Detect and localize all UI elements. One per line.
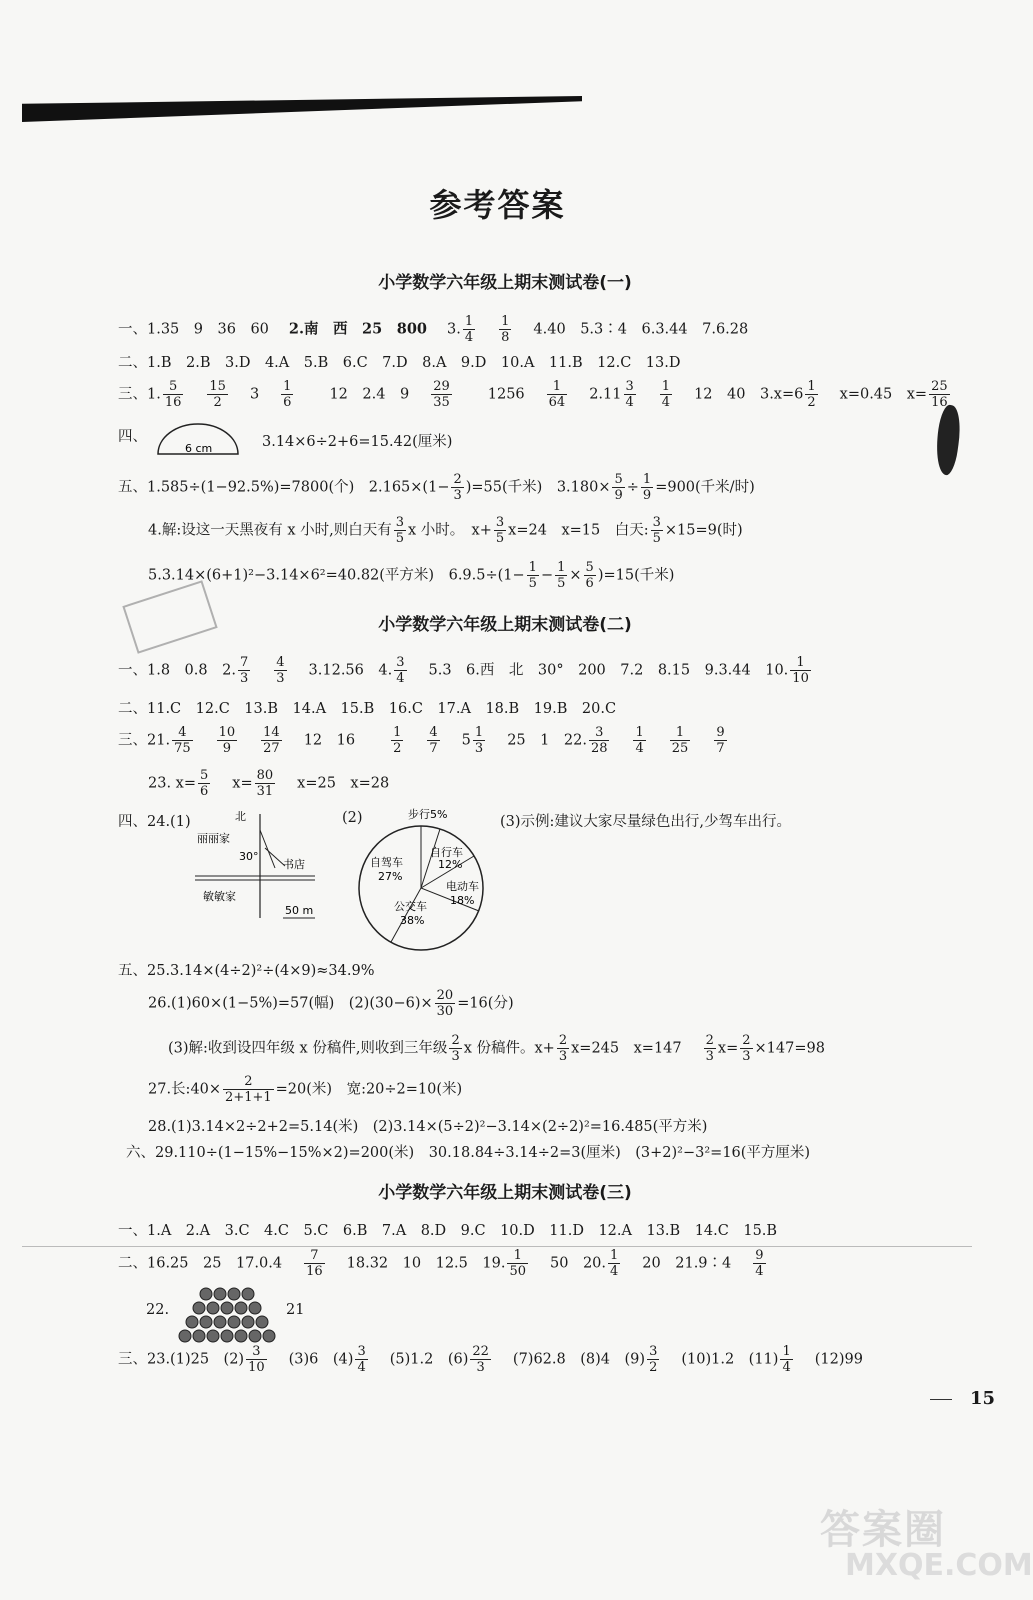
page-number: 15	[969, 1388, 995, 1409]
fraction: $\frac{3}{4}$	[357, 1344, 366, 1375]
answer-line: 26.(1)60×(1−5%)=57(幅) (2)(30−6)× $\frac{20}{30}$ =16(分)	[148, 988, 514, 1019]
fraction: $\frac{1}{2}$	[807, 379, 816, 410]
fraction: $\frac{22}{3}$	[472, 1344, 489, 1375]
section-heading-test3: 小学数学六年级上期末测试卷(三)	[378, 1183, 632, 1203]
fraction: $\frac{10}{9}$	[218, 725, 236, 756]
fraction: $\frac{4}{7}$	[429, 725, 438, 756]
fraction: $\frac{5}{6}$	[200, 768, 209, 799]
fraction: $\frac{3}{10}$	[248, 1344, 265, 1375]
semicircle-label: 6 cm	[185, 442, 213, 455]
answer-line: 四、	[118, 429, 147, 445]
page-title: 参考答案	[429, 186, 566, 224]
fraction: $\frac{2}{3}$	[453, 472, 462, 503]
answer-line: 3.14×6÷2+6=15.42(厘米)	[262, 434, 453, 450]
semicircle-figure	[148, 416, 248, 460]
answer-line: 五、1.585÷(1−92.5%)=7800(个) 2.165×(1− $\frac{2}{3}$ )=55(千米) 3.180× $\frac{5}{9}$ ÷ $\frac{1}{9}$ =900(千米/时)	[118, 472, 755, 503]
fraction: $\frac{2}{3}$	[705, 1033, 714, 1064]
pie-car-pct: 27%	[378, 870, 403, 883]
fraction: $\frac{9}{7}$	[716, 725, 725, 756]
fraction: $\frac{1}{50}$	[509, 1248, 526, 1279]
fraction: $\frac{5}{9}$	[614, 472, 623, 503]
fraction: $\frac{3}{5}$	[652, 515, 661, 546]
pie-car: 自驾车	[370, 856, 403, 869]
pie-ebike: 电动车	[446, 880, 479, 893]
fraction: $\frac{5}{16}$	[164, 379, 182, 410]
map-minmin: 敏敏家	[203, 890, 236, 903]
fraction: $\frac{5}{6}$	[585, 560, 594, 591]
page-number-dash	[930, 1399, 952, 1400]
fraction: $\frac{2}{3}$	[558, 1033, 568, 1064]
answer-line: 二、16.25 25 17.0.4 $\frac{7}{16}$ 18.32 10 12.5 19. $\frac{1}{50}$ 50 20. $\frac{1}{4}$ 20 21.9∶4 $\frac{9}{4}$	[118, 1248, 764, 1279]
fraction: $\frac{7}{16}$	[306, 1248, 323, 1279]
fraction: $\frac{1}{64}$	[548, 379, 566, 410]
watermark-logo: 答案圈	[820, 1507, 946, 1553]
map-figure	[195, 808, 335, 928]
fraction: $\frac{3}{4}$	[625, 379, 634, 410]
fraction: $\frac{1}{3}$	[474, 725, 484, 756]
fraction: $\frac{7}{3}$	[239, 655, 249, 686]
answer-line: 4.解:设这一天黑夜有 x 小时,则白天有 $\frac{3}{5}$ x 小时。 x+ $\frac{3}{5}$ x=24 x=15 白天: $\frac{3}{5}$ ×15=9(时)	[148, 515, 743, 546]
answer-line: 23. x= $\frac{5}{6}$ x= $\frac{80}{31}$ x=25 x=28	[148, 768, 390, 799]
fraction: $\frac{1}{5}$	[557, 560, 566, 591]
answer-line: 二、1.B 2.B 3.D 4.A 5.B 6.C 7.D 8.A 9.D 10.A 11.B 12.C 13.D	[118, 355, 681, 371]
fraction: $\frac{1}{10}$	[792, 655, 809, 686]
fraction: $\frac{2}{2+1+1}$	[225, 1074, 272, 1105]
answer-line: 21	[286, 1302, 305, 1318]
pie-chart	[346, 806, 496, 956]
pie-ebike-pct: 18%	[450, 894, 475, 907]
pie-bike: 自行车	[430, 846, 463, 859]
section-heading-test2: 小学数学六年级上期末测试卷(二)	[378, 615, 632, 635]
fraction: $\frac{25}{16}$	[931, 379, 948, 410]
fraction: $\frac{1}{4}$	[782, 1344, 791, 1375]
answer-line: 三、23.(1)25 (2) $\frac{3}{10}$ (3)6 (4) $\frac{3}{4}$ (5)1.2 (6) $\frac{22}{3}$ (7)62.8 (8)4 (9) $\frac{3}{2}$ (10)1.2 (11) $\frac{1}{4}$ (12)99	[118, 1344, 863, 1375]
map-shop: 书店	[283, 858, 305, 871]
fraction: $\frac{3}{2}$	[649, 1344, 658, 1375]
fraction: $\frac{3}{4}$	[396, 655, 405, 686]
answer-line: 27.长:40× $\frac{2}{2+1+1}$ =20(米) 宽:20÷2=10(米)	[148, 1074, 463, 1105]
pie-walk: 步行5%	[408, 808, 448, 821]
answer-line: (3)示例:建议大家尽量绿色出行,少驾车出行。	[500, 814, 792, 830]
answer-line: 五、25.3.14×(4÷2)²÷(4×9)≈34.9%	[118, 963, 375, 979]
fraction: $\frac{1}{9}$	[642, 472, 652, 503]
map-angle: 30°	[239, 850, 259, 863]
answer-line: 28.(1)3.14×2÷2+2=5.14(米) (2)3.14×(5÷2)²−3.14×(2÷2)²=16.485(平方米)	[148, 1119, 708, 1135]
answer-line: 三、21. $\frac{4}{75}$ $\frac{10}{9}$ $\frac{14}{27}$ 12 16 $\frac{1}{2}$ $\frac{4}{7}$ 5 $\frac{1}{3}$ 25 1 22. $\frac{3}{28}$ $\frac{1}{4}$ $\frac{1}{25}$ $\frac{9}{7}$	[118, 725, 725, 756]
fraction: $\frac{4}{3}$	[276, 655, 285, 686]
answer-line: 三、1. $\frac{5}{16}$ $\frac{15}{2}$ 3 $\frac{1}{6}$ 12 2.4 9 $\frac{29}{35}$ 1256 $\frac{1}{64}$ 2.11 $\frac{3}{4}$ $\frac{1}{4}$ 12 40 3.x=6 $\frac{1}{2}$ x=0.45 x= $\frac{25}{16}$	[118, 379, 948, 410]
fraction: $\frac{4}{75}$	[174, 725, 191, 756]
fraction: $\frac{9}{4}$	[755, 1248, 764, 1279]
fraction: $\frac{2}{3}$	[451, 1033, 460, 1064]
pie-bus-pct: 38%	[400, 914, 425, 927]
fraction: $\frac{1}{25}$	[671, 725, 689, 756]
answer-line: 一、1.8 0.8 2. $\frac{7}{3}$ $\frac{4}{3}$ 3.12.56 4. $\frac{3}{4}$ 5.3 6.西 北 30° 200 7.2 8.15 9.3.44 10. $\frac{1}{10}$	[118, 655, 809, 686]
map-scale: 50 m	[285, 904, 314, 917]
fraction: $\frac{3}{28}$	[590, 725, 608, 756]
fraction: $\frac{2}{3}$	[742, 1033, 751, 1064]
answer-line: (2)	[342, 810, 363, 826]
map-lili: 丽丽家	[197, 832, 230, 845]
fraction: $\frac{1}{6}$	[283, 379, 292, 410]
answer-line: 六、29.110÷(1−15%−15%×2)=200(米) 30.18.84÷3.14÷2=3(厘米) (3+2)²−3²=16(平方厘米)	[126, 1145, 811, 1161]
watermark-url: MXQE.COM	[845, 1548, 1033, 1583]
answer-line: 5.3.14×(6+1)²−3.14×6²=40.82(平方米) 6.9.5÷(1− $\frac{1}{5}$ − $\frac{1}{5}$ × $\frac{5}{6}$ )=15(千米)	[148, 560, 675, 591]
fraction: $\frac{15}{2}$	[209, 379, 226, 410]
fraction: $\frac{1}{4}$	[610, 1248, 619, 1279]
answer-line: (3)解:收到设四年级 x 份稿件,则收到三年级 $\frac{2}{3}$ x 份稿件。x+ $\frac{2}{3}$ x=245 x=147 $\frac{2}{3}$ x= $\frac{2}{3}$ ×147=98	[168, 1033, 825, 1064]
fraction: $\frac{1}{4}$	[464, 314, 474, 345]
fraction: $\frac{1}{2}$	[393, 725, 402, 756]
pie-bike-pct: 12%	[438, 858, 463, 871]
fraction: $\frac{3}{5}$	[495, 515, 505, 546]
fraction: $\frac{29}{35}$	[433, 379, 450, 410]
map-north: 北	[235, 810, 246, 823]
fraction: $\frac{1}{8}$	[501, 314, 510, 345]
fraction: $\frac{14}{27}$	[263, 725, 280, 756]
ink-smudge	[932, 404, 964, 476]
answer-line: 一、1.A 2.A 3.C 4.C 5.C 6.B 7.A 8.D 9.C 10.D 11.D 12.A 13.B 14.C 15.B	[118, 1223, 778, 1239]
fraction: $\frac{1}{4}$	[635, 725, 644, 756]
answer-line: 一、1.35 9 36 60 2.南 西 25 800 3. $\frac{1}{4}$ $\frac{1}{8}$ 4.40 5.3∶4 6.3.44 7.6.28	[118, 314, 749, 345]
answer-line: 四、24.(1)	[118, 814, 191, 830]
answer-line: 二、11.C 12.C 13.B 14.A 15.B 16.C 17.A 18.B 19.B 20.C	[118, 701, 617, 717]
fraction: $\frac{20}{30}$	[436, 988, 454, 1019]
fraction: $\frac{1}{5}$	[528, 560, 537, 591]
answer-line: 22.	[146, 1302, 170, 1318]
fraction: $\frac{3}{5}$	[395, 515, 405, 546]
fold-line	[22, 1246, 972, 1247]
fraction: $\frac{1}{4}$	[661, 379, 671, 410]
fraction: $\frac{80}{31}$	[256, 768, 274, 799]
header-bar	[22, 96, 582, 122]
pie-bus: 公交车	[394, 900, 427, 913]
circles-pattern-figure	[170, 1286, 290, 1342]
section-heading-test1: 小学数学六年级上期末测试卷(一)	[378, 273, 632, 293]
